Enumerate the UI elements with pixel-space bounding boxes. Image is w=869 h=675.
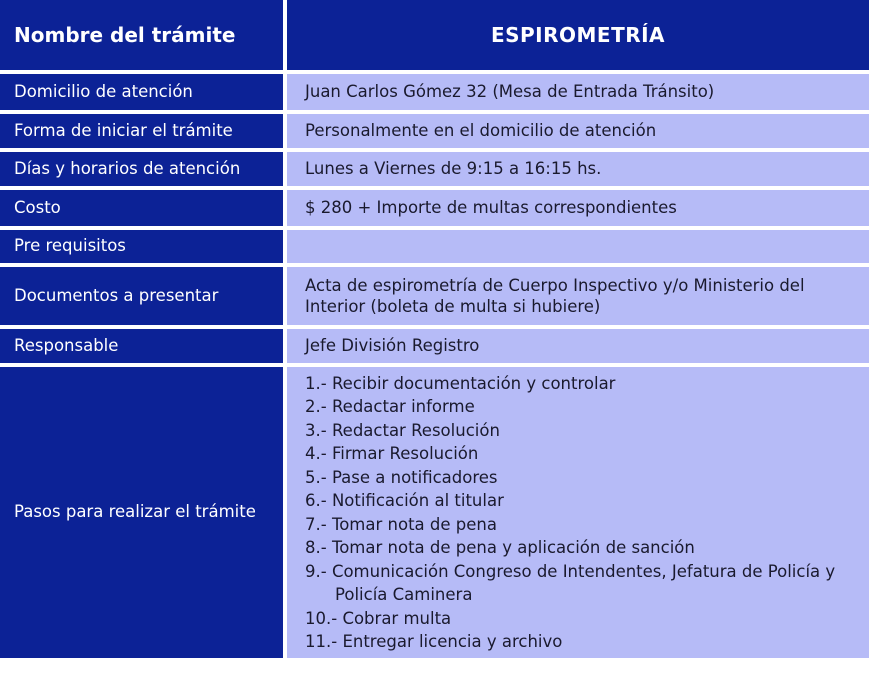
row-label-horarios [0, 152, 287, 190]
row-label: Pasos para realizar el trámite [14, 502, 256, 522]
row-value: Jefe División Registro [305, 336, 480, 356]
row-label-prerequisitos [0, 230, 287, 267]
row-value: Lunes a Viernes de 9:15 a 16:15 hs. [305, 159, 602, 179]
row-value: $ 280 + Importe de multas correspondientes [305, 198, 677, 218]
row-label: Costo [14, 197, 61, 217]
row-value: Acta de espirometría de Cuerpo Inspectivo y/o Ministerio del Interior (boleta de multa si hubiere) [305, 275, 805, 316]
step-item: 7.- Tomar nota de pena [305, 514, 497, 534]
step-item: 3.- Redactar Resolución [305, 420, 500, 440]
row-label: Días y horarios de atención [14, 158, 241, 178]
header-label-cell [0, 0, 287, 74]
row-value-forma [287, 114, 869, 152]
row-label: Responsable [14, 335, 119, 355]
step-item: 1.- Recibir documentación y controlar [305, 373, 616, 393]
row-label-forma [0, 114, 287, 152]
step-item: 8.- Tomar nota de pena y aplicación de sanción [305, 538, 695, 557]
row-value-pasos [287, 367, 869, 662]
tramite-title: ESPIROMETRÍA [490, 23, 666, 47]
step-item: 6.- Notificación al titular [305, 491, 504, 510]
row-label-pasos [0, 367, 287, 662]
steps-list [305, 372, 855, 654]
step-item: 11.- Entregar licencia y archivo [305, 632, 563, 651]
row-label-documentos [0, 267, 287, 329]
step-item: 9.- Comunicación Congreso de Intendentes, Jefatura de Policía y Policía Caminera [305, 561, 836, 604]
row-value-costo [287, 190, 869, 230]
step-item: 5.- Pase a notificadores [305, 467, 498, 487]
row-label: Pre requisitos [14, 236, 126, 256]
row-label-costo [0, 190, 287, 230]
step-item: 10.- Cobrar multa [305, 608, 452, 628]
row-value-responsable [287, 329, 869, 367]
row-value-documentos [287, 267, 869, 329]
row-value-domicilio [287, 74, 869, 114]
step-item: 4.- Firmar Resolución [305, 444, 479, 463]
header-label: Nombre del trámite [14, 23, 236, 47]
row-label: Documentos a presentar [14, 285, 219, 305]
step-item: 2.- Redactar informe [305, 397, 475, 416]
row-label: Forma de iniciar el trámite [14, 120, 233, 140]
row-value-prerequisitos [287, 230, 869, 267]
row-label: Domicilio de atención [14, 81, 193, 101]
row-label-domicilio [0, 74, 287, 114]
row-label-responsable [0, 329, 287, 367]
row-value: Juan Carlos Gómez 32 (Mesa de Entrada Tránsito) [305, 82, 715, 102]
row-value: Personalmente en el domicilio de atención [305, 121, 657, 141]
header-value-cell [287, 0, 869, 74]
row-value-horarios [287, 152, 869, 190]
